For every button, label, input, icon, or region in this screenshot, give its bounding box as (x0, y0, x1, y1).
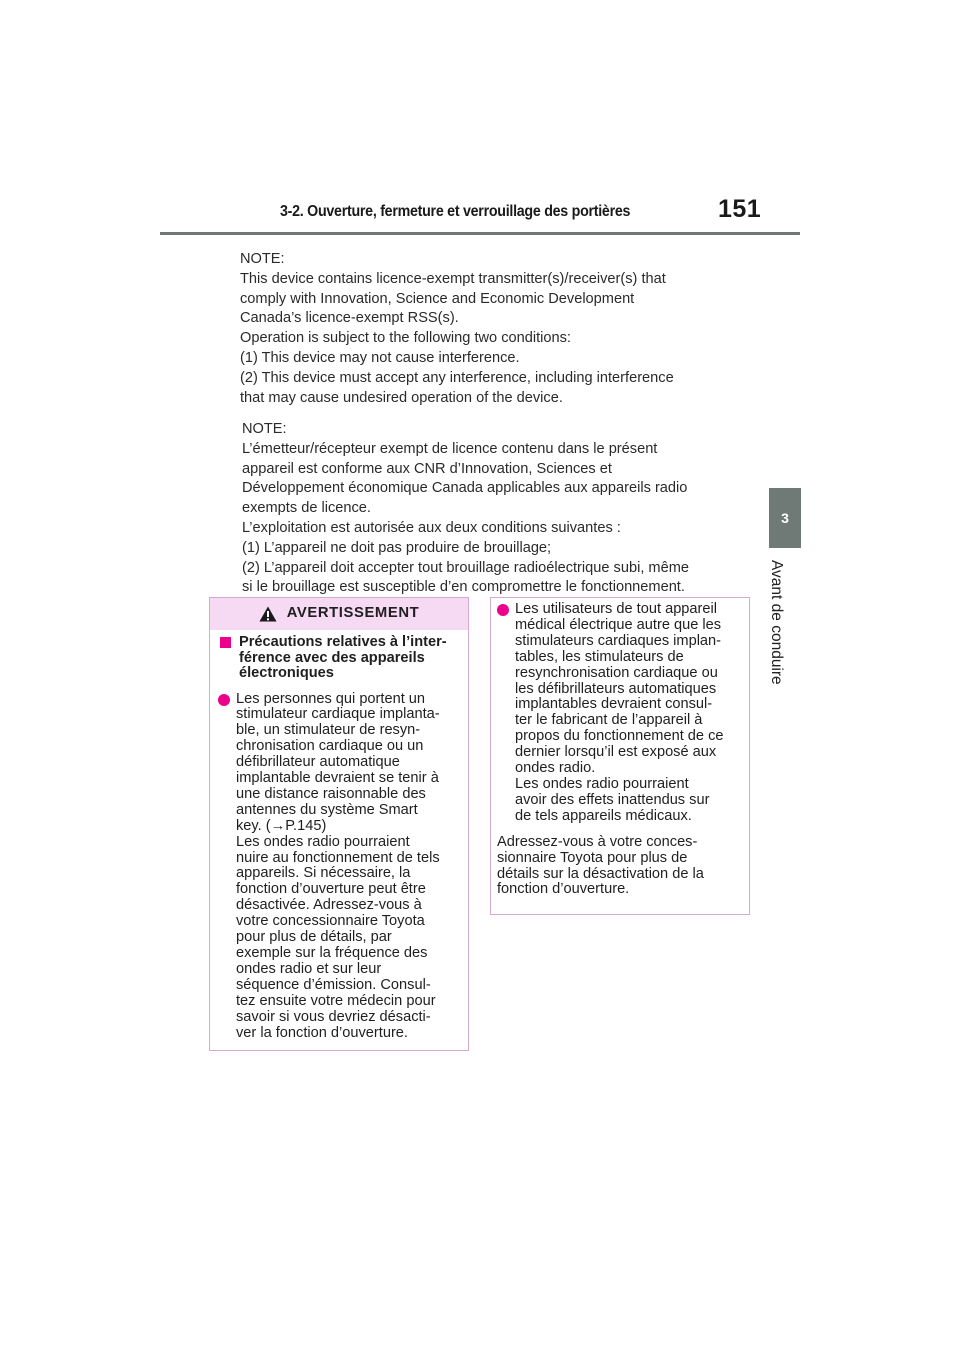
text-line: détails sur la désactivation de la (497, 865, 704, 882)
text-line: désactivée. Adressez-vous à (236, 897, 422, 914)
text-line: Les ondes radio pourraient (236, 833, 410, 850)
note-line: L’émetteur/récepteur exempt de licence contenu dans le présent (242, 440, 658, 457)
text-line: séquence d’émission. Consul- (236, 976, 431, 993)
page-number: 151 (718, 195, 762, 223)
header-rule (160, 232, 800, 235)
warning-triangle-icon (259, 606, 277, 622)
list-item (497, 602, 743, 825)
note-line: NOTE: (240, 251, 285, 267)
text-line: stimulateurs cardiaques implan- (515, 632, 722, 649)
text-line: nuire au fonctionnement de tels (236, 849, 440, 866)
note-line: Canada’s licence-exempt RSS(s). (240, 310, 459, 327)
list-item (218, 692, 460, 1042)
heading-line: Précautions relatives à l’inter- (239, 634, 447, 650)
text-line: propos du fonctionnement de ce (515, 728, 724, 745)
square-bullet-icon (220, 637, 231, 648)
text-line: défibrillateur automatique (236, 754, 400, 771)
text-line: ter le fabricant de l’appareil à (515, 712, 703, 729)
text-line: tables, les stimulateurs de (515, 648, 684, 665)
note-line: si le brouillage est susceptible d’en compromettre le fonctionnement. (242, 579, 685, 596)
section-title: 3-2. Ouverture, fermeture et verrouillage des portières (280, 203, 631, 220)
text-line: Les personnes qui portent un (236, 690, 426, 707)
warning-continuation-box (490, 597, 750, 915)
text-line: appareils. Si nécessaire, la (236, 865, 411, 882)
warning-box (209, 597, 469, 1051)
text-line: Les ondes radio pourraient (515, 775, 689, 792)
heading-line: électroniques (239, 665, 334, 681)
note-line: This device contains licence-exempt transmitter(s)/receiver(s) that (240, 270, 666, 287)
note-line: appareil est conforme aux CNR d’Innovation, Sciences et (242, 460, 612, 477)
note-line: NOTE: (242, 421, 287, 437)
note-english (240, 250, 710, 408)
note-line: L’exploitation est autorisée aux deux conditions suivantes : (242, 519, 621, 536)
dealer-paragraph (497, 835, 743, 899)
note-line: (1) L’appareil ne doit pas produire de brouillage; (242, 539, 552, 556)
text-line: Adressez-vous à votre conces- (497, 833, 698, 850)
text-line: ondes radio. (515, 760, 596, 777)
text-line: exemple sur la fréquence des (236, 945, 428, 961)
note-line: Operation is subject to the following two conditions: (240, 330, 571, 347)
text-line: ondes radio et sur leur (236, 960, 382, 977)
text-line: antennes du système Smart (236, 801, 418, 818)
text-line: médical électrique autre que les (515, 616, 722, 633)
note-line: comply with Innovation, Science and Economic Development (240, 290, 635, 307)
text-line: fonction d’ouverture peut être (236, 881, 426, 898)
chapter-label: Avant de conduire (768, 560, 785, 685)
text-line: ver la fonction d’ouverture. (236, 1024, 408, 1041)
text-line: implantable devraient se tenir à (236, 770, 439, 787)
heading-line: férence avec des appareils (239, 649, 425, 666)
text-line: implantables devraient consul- (515, 696, 713, 713)
text-line: resynchronisation cardiaque ou (515, 664, 718, 681)
text-line: fonction d’ouverture. (497, 881, 630, 898)
text-line: sionnaire Toyota pour plus de (497, 849, 688, 866)
text-line: chronisation cardiaque ou un (236, 738, 424, 755)
note-line: (2) L’appareil doit accepter tout brouillage radioélectrique subi, même (242, 559, 689, 576)
warning-title: AVERTISSEMENT (286, 605, 420, 622)
chapter-tab[interactable]: 3 (769, 488, 801, 548)
warning-heading (218, 635, 460, 682)
text-line: stimulateur cardiaque implanta- (236, 706, 440, 723)
note-line: (1) This device may not cause interference. (240, 349, 520, 366)
text-line: savoir si vous devriez désacti- (236, 1008, 431, 1025)
text-line: les défibrillateurs automatiques (515, 680, 717, 697)
text-line: pour plus de détails, par (236, 929, 392, 946)
page-reference-link[interactable]: key. (→P.145) (236, 817, 327, 834)
warning-header (210, 598, 468, 630)
bullet-dot-icon (218, 694, 230, 706)
text-line: ble, un stimulateur de resyn- (236, 722, 421, 739)
text-line: votre concessionnaire Toyota (236, 913, 425, 930)
note-line: that may cause undesired operation of the device. (240, 389, 563, 406)
text-line: une distance raisonnable des (236, 785, 426, 802)
text-line: tez ensuite votre médecin pour (236, 992, 436, 1009)
text-line: avoir des effets inattendus sur (515, 791, 710, 808)
note-line: Développement économique Canada applicables aux appareils radio (242, 480, 688, 497)
text-line: Les utilisateurs de tout appareil (515, 601, 718, 617)
note-line: (2) This device must accept any interference, including interference (240, 369, 674, 386)
note-line: exempts de licence. (242, 500, 371, 517)
note-french (242, 420, 732, 598)
bullet-dot-icon (497, 604, 509, 616)
text-line: dernier lorsqu’il est exposé aux (515, 744, 717, 761)
text-line: de tels appareils médicaux. (515, 807, 692, 824)
